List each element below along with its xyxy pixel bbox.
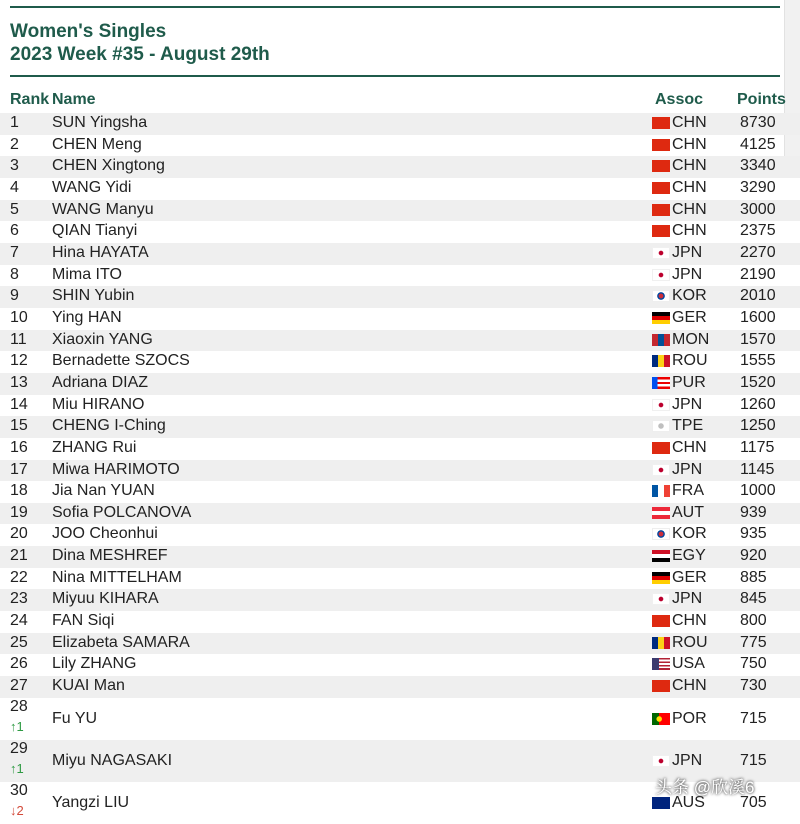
- assoc-cell: [652, 244, 702, 262]
- assoc-cell: [652, 525, 707, 543]
- table-row[interactable]: [0, 460, 800, 482]
- table-row[interactable]: [0, 481, 800, 503]
- aus-flag-icon: [652, 797, 670, 809]
- table-row[interactable]: [0, 265, 800, 287]
- points-cell: 939: [740, 503, 767, 521]
- assoc-cell: [652, 352, 708, 370]
- rank-cell: 1: [10, 114, 19, 131]
- chn-flag-icon: [652, 204, 670, 216]
- assoc-code: CHN: [672, 135, 707, 153]
- points-cell: 775: [740, 633, 767, 651]
- rank-cell: 20: [10, 525, 28, 543]
- player-name-cell: CHENG I-Ching: [52, 417, 166, 435]
- assoc-code: ROU: [672, 352, 708, 370]
- table-row[interactable]: [0, 113, 800, 135]
- assoc-code: CHN: [672, 677, 707, 695]
- pur-flag-icon: [652, 377, 670, 389]
- assoc-cell: [652, 439, 707, 457]
- jpn-flag-icon: [652, 593, 670, 605]
- points-cell: 845: [740, 590, 767, 608]
- rank-cell: 30: [10, 781, 28, 799]
- table-row[interactable]: [0, 546, 800, 568]
- assoc-cell: [652, 655, 705, 673]
- points-cell: 715: [740, 709, 767, 727]
- por-flag-icon: [652, 713, 670, 725]
- player-name-cell: Fu YU: [52, 709, 98, 727]
- ger-flag-icon: [652, 572, 670, 584]
- player-name-cell: Miwa HARIMOTO: [52, 460, 180, 478]
- assoc-cell: [652, 417, 703, 435]
- assoc-code: GER: [672, 568, 707, 586]
- ger-flag-icon: [652, 312, 670, 324]
- assoc-cell: [652, 569, 707, 587]
- points-cell: 2270: [740, 243, 776, 261]
- points-cell: 1260: [740, 395, 776, 413]
- jpn-flag-icon: [652, 269, 670, 281]
- table-row[interactable]: [0, 200, 800, 222]
- rou-flag-icon: [652, 355, 670, 367]
- player-name-cell: KUAI Man: [52, 677, 125, 695]
- points-cell: 8730: [740, 114, 776, 131]
- jpn-flag-icon: [652, 399, 670, 411]
- assoc-cell: [652, 504, 704, 522]
- title-line-1: Women's Singles: [10, 21, 167, 42]
- rank-cell: 15: [10, 417, 28, 435]
- points-cell: 3290: [740, 178, 776, 196]
- assoc-cell: [652, 309, 707, 327]
- rank-cell: 22: [10, 568, 28, 586]
- player-name-cell: Jia Nan YUAN: [52, 482, 155, 500]
- points-cell: 1520: [740, 373, 776, 391]
- assoc-cell: [652, 461, 702, 479]
- player-name-cell: CHEN Xingtong: [52, 157, 165, 175]
- watermark: 头条 @欣溪6: [655, 778, 755, 797]
- jpn-flag-icon: [652, 464, 670, 476]
- rank-cell: 3: [10, 157, 19, 175]
- player-name-cell: Ying HAN: [52, 308, 122, 326]
- table-row[interactable]: [0, 221, 800, 243]
- assoc-cell: [652, 752, 702, 770]
- player-name-cell: SUN Yingsha: [52, 114, 148, 131]
- rank-cell: 12: [10, 352, 28, 370]
- assoc-cell: [652, 482, 704, 500]
- player-name-cell: FAN Siqi: [52, 612, 115, 630]
- player-name-cell: Adriana DIAZ: [52, 373, 149, 391]
- rank-cell: 25: [10, 633, 28, 651]
- rank-cell: 28: [10, 697, 28, 715]
- assoc-cell: [652, 287, 707, 305]
- points-cell: 730: [740, 677, 767, 695]
- assoc-code: CHN: [672, 178, 707, 196]
- points-cell: 1145: [740, 460, 775, 478]
- rank-cell: 21: [10, 547, 28, 565]
- points-cell: 885: [740, 568, 767, 586]
- assoc-cell: [652, 222, 707, 240]
- assoc-code: KOR: [672, 525, 707, 543]
- chn-flag-icon: [652, 160, 670, 172]
- points-cell: 1250: [740, 417, 776, 435]
- top-divider: [10, 6, 780, 8]
- points-cell: 1000: [740, 482, 776, 500]
- player-name-cell: CHEN Meng: [52, 135, 142, 153]
- player-name-cell: Sofia POLCANOVA: [52, 503, 192, 521]
- points-cell: 800: [740, 612, 767, 630]
- rank-cell: 16: [10, 438, 28, 456]
- chn-flag-icon: [652, 442, 670, 454]
- tpe-flag-icon: [652, 420, 670, 432]
- table-row[interactable]: [0, 503, 800, 525]
- table-row[interactable]: [0, 633, 800, 655]
- assoc-cell: [652, 179, 707, 197]
- table-row[interactable]: [0, 438, 800, 460]
- chn-flag-icon: [652, 182, 670, 194]
- table-row[interactable]: [0, 243, 800, 265]
- assoc-cell: [652, 266, 702, 284]
- table-row[interactable]: [0, 654, 800, 676]
- player-name-cell: Miyuu KIHARA: [52, 590, 159, 608]
- assoc-code: CHN: [672, 200, 707, 218]
- table-row[interactable]: [0, 286, 800, 308]
- table-row[interactable]: [0, 589, 800, 611]
- assoc-cell: [652, 612, 707, 630]
- chn-flag-icon: [652, 680, 670, 692]
- rank-change-indicator: ↑1: [10, 760, 24, 776]
- assoc-code: KOR: [672, 287, 707, 305]
- player-name-cell: JOO Cheonhui: [52, 525, 158, 543]
- points-cell: 920: [740, 547, 767, 565]
- points-cell: 1555: [740, 352, 776, 370]
- kor-flag-icon: [652, 290, 670, 302]
- header-divider: [10, 75, 780, 77]
- assoc-code: AUS: [672, 793, 705, 811]
- points-cell: 3340: [740, 157, 776, 175]
- assoc-code: JPN: [672, 243, 703, 261]
- jpn-flag-icon: [652, 247, 670, 259]
- table-row[interactable]: [0, 373, 800, 395]
- assoc-cell: [652, 590, 702, 608]
- points-cell: 1570: [740, 330, 776, 348]
- points-cell: 750: [740, 655, 767, 673]
- page-title: [10, 20, 270, 66]
- rank-cell: 19: [10, 503, 28, 521]
- player-name-cell: Dina MESHREF: [52, 547, 168, 565]
- assoc-code: JPN: [672, 265, 703, 283]
- table-row[interactable]: [0, 524, 800, 546]
- rank-cell: 9: [10, 287, 19, 305]
- player-name-cell: Mima ITO: [52, 265, 122, 283]
- rank-column-header: Rank: [10, 91, 50, 108]
- assoc-cell: [652, 710, 707, 728]
- assoc-code: JPN: [672, 590, 703, 608]
- points-cell: 705: [740, 793, 767, 811]
- jpn-flag-icon: [652, 755, 670, 767]
- assoc-code: MON: [672, 330, 710, 348]
- assoc-cell: [652, 677, 707, 695]
- table-row[interactable]: [0, 308, 800, 330]
- assoc-code: JPN: [672, 395, 703, 413]
- assoc-code: GER: [672, 308, 707, 326]
- kor-flag-icon: [652, 528, 670, 540]
- assoc-cell: [652, 331, 709, 349]
- player-name-cell: Elizabeta SAMARA: [52, 633, 190, 651]
- table-row[interactable]: [0, 351, 800, 373]
- table-row[interactable]: [0, 395, 800, 417]
- player-name-cell: Miyu NAGASAKI: [52, 751, 173, 769]
- rank-cell: 11: [10, 330, 27, 348]
- rank-cell: 4: [10, 178, 19, 196]
- assoc-cell: [652, 396, 702, 414]
- player-name-cell: Xiaoxin YANG: [52, 330, 153, 348]
- rank-cell: 5: [10, 200, 19, 218]
- table-row[interactable]: [0, 416, 800, 438]
- aut-flag-icon: [652, 507, 670, 519]
- usa-flag-icon: [652, 658, 670, 670]
- rou-flag-icon: [652, 637, 670, 649]
- rank-change-indicator: ↓2: [10, 802, 24, 818]
- table-row[interactable]: [0, 178, 800, 200]
- rank-change-indicator: ↑1: [10, 718, 24, 734]
- player-name-cell: WANG Manyu: [52, 200, 154, 218]
- player-name-cell: ZHANG Rui: [52, 438, 137, 456]
- assoc-code: TPE: [672, 417, 704, 435]
- rank-cell: 17: [10, 460, 28, 478]
- table-row[interactable]: [0, 611, 800, 633]
- rank-cell: 10: [10, 308, 28, 326]
- assoc-code: POR: [672, 709, 707, 727]
- points-cell: 4125: [740, 135, 776, 153]
- assoc-code: AUT: [672, 503, 704, 521]
- title-line-2: 2023 Week #35 - August 29th: [10, 44, 270, 65]
- rank-cell: 27: [10, 677, 28, 695]
- assoc-cell: [652, 547, 706, 565]
- points-cell: 3000: [740, 200, 776, 218]
- rank-cell: 29: [10, 739, 28, 757]
- fra-flag-icon: [652, 485, 670, 497]
- assoc-code: JPN: [672, 751, 703, 769]
- egy-flag-icon: [652, 550, 670, 562]
- assoc-code: USA: [672, 655, 705, 673]
- player-name-cell: WANG Yidi: [52, 178, 132, 196]
- rank-cell: 7: [10, 243, 19, 261]
- player-name-cell: Bernadette SZOCS: [52, 352, 190, 370]
- player-name-cell: SHIN Yubin: [52, 287, 135, 305]
- points-cell: 2010: [740, 287, 776, 305]
- assoc-code: JPN: [672, 460, 703, 478]
- table-row[interactable]: [0, 698, 800, 740]
- player-name-cell: Yangzi LIU: [52, 793, 130, 811]
- assoc-cell: [652, 634, 708, 652]
- chn-flag-icon: [652, 225, 670, 237]
- rank-cell: 24: [10, 612, 28, 630]
- chn-flag-icon: [652, 139, 670, 151]
- rank-cell: 14: [10, 395, 28, 413]
- points-cell: 715: [740, 751, 767, 769]
- rank-cell: 2: [10, 135, 19, 153]
- points-cell: 1600: [740, 308, 776, 326]
- rank-cell: 13: [10, 373, 28, 391]
- points-cell: 935: [740, 525, 767, 543]
- player-name-cell: Nina MITTELHAM: [52, 568, 182, 586]
- rank-cell: 8: [10, 265, 19, 283]
- points-cell: 1175: [740, 438, 775, 456]
- assoc-cell: [652, 114, 707, 132]
- assoc-code: CHN: [672, 438, 707, 456]
- assoc-cell: [652, 157, 707, 175]
- points-cell: 2190: [740, 265, 776, 283]
- player-name-cell: Hina HAYATA: [52, 243, 149, 261]
- assoc-code: CHN: [672, 222, 707, 240]
- rankings-table: [0, 113, 800, 824]
- player-name-cell: Lily ZHANG: [52, 655, 137, 673]
- assoc-cell: [652, 201, 707, 219]
- assoc-code: CHN: [672, 157, 707, 175]
- rank-cell: 6: [10, 222, 19, 240]
- assoc-code: CHN: [672, 612, 707, 630]
- assoc-code: EGY: [672, 547, 706, 565]
- table-row[interactable]: [0, 330, 800, 352]
- chn-flag-icon: [652, 117, 670, 129]
- assoc-code: FRA: [672, 482, 704, 500]
- chn-flag-icon: [652, 615, 670, 627]
- assoc-cell: [652, 374, 706, 392]
- assoc-code: CHN: [672, 114, 707, 131]
- points-column-header: Points: [737, 91, 786, 108]
- table-row[interactable]: [0, 156, 800, 178]
- mon-flag-icon: [652, 334, 670, 346]
- player-name-cell: Miu HIRANO: [52, 395, 145, 413]
- assoc-column-header: Assoc: [655, 91, 704, 108]
- table-row[interactable]: [0, 676, 800, 698]
- assoc-code: ROU: [672, 633, 708, 651]
- rank-cell: 23: [10, 590, 28, 608]
- rank-cell: 26: [10, 655, 28, 673]
- name-column-header: Name: [52, 91, 96, 108]
- rank-cell: 18: [10, 482, 28, 500]
- table-row[interactable]: [0, 135, 800, 157]
- table-row[interactable]: [0, 568, 800, 590]
- points-cell: 2375: [740, 222, 776, 240]
- assoc-code: PUR: [672, 373, 706, 391]
- player-name-cell: QIAN Tianyi: [52, 222, 138, 240]
- assoc-cell: [652, 136, 707, 154]
